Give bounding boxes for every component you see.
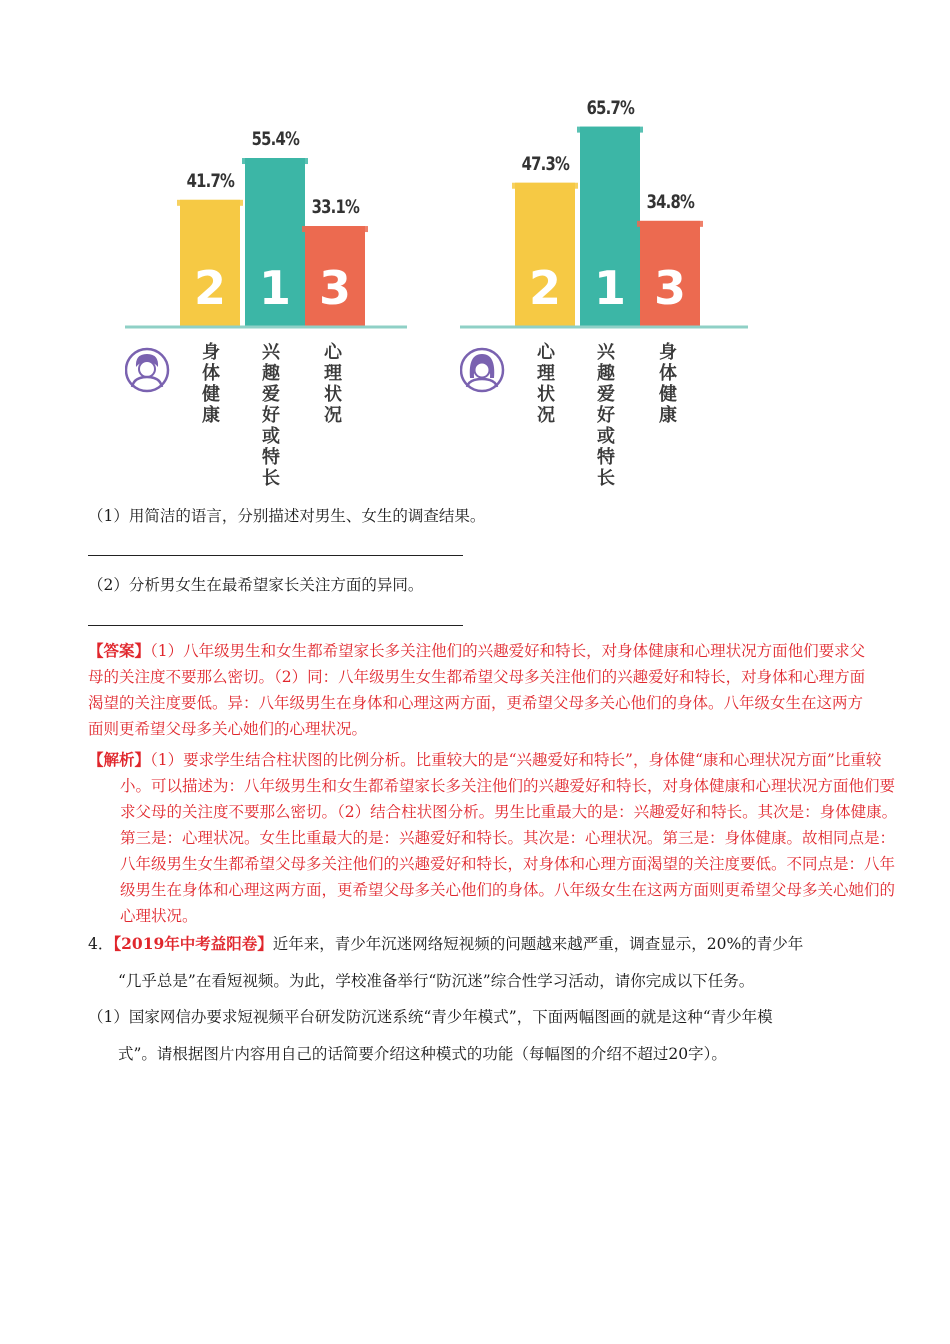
bar-cap-3 <box>637 221 703 227</box>
girl-avatar-icon <box>461 349 503 391</box>
bar-percent-label: 47.3% <box>521 152 570 175</box>
answer-blank-1[interactable] <box>88 555 463 556</box>
category-label: 兴趣爱好或特长 <box>262 342 280 489</box>
category-label: 心理状况 <box>537 342 555 426</box>
question-4-line-1 <box>88 931 803 957</box>
category-label: 身体健康 <box>659 342 677 426</box>
bar-cap-2 <box>242 158 308 164</box>
bar-rank-number: 1 <box>258 261 291 315</box>
bar-percent-label: 41.7% <box>186 169 235 192</box>
question-1: （1）用简洁的语言，分别描述对男生、女生的调查结果。 <box>88 507 486 525</box>
answer-block <box>88 638 868 742</box>
question-4-sub1-line-2: 式”。请根据图片内容用自己的话简要介绍这种模式的功能（每幅图的介绍不超过20字）。 <box>118 1045 727 1063</box>
bar-rank-number: 3 <box>653 261 686 315</box>
bar-percent-label: 65.7% <box>586 96 635 119</box>
bar-cap-3 <box>302 226 368 232</box>
bar-percent-label: 34.8% <box>646 190 695 213</box>
boys-bar-chart <box>125 120 425 490</box>
answer-text: （1）八年级男生和女生都希望家长多关注他们的兴趣爱好和特长，对身体健康和心理状况方面他们要求父母的关注度不要那么密切。（2）同：八年级男生女生都希望父母多关注他们的兴趣爱好和特长，对身体和心理方面渴望的关注度要低。异：八年级男生在身体和心理这两方面，更希望父母多关心他们的身体。八年级女生在这两方面则更希望父母多关心她们的心理状况。 <box>88 642 866 738</box>
question-4-line-2: “几乎总是”在看短视频。为此，学校准备举行“防沉迷”综合性学习活动，请你完成以下任务。 <box>118 972 755 990</box>
question-4-sub1-line-1: （1）国家网信办要求短视频平台研发防沉迷系统“青少年模式”，下面两幅图画的就是这种“青少年模 <box>88 1008 773 1026</box>
bar-rank-number: 1 <box>593 261 626 315</box>
bar-rank-number: 3 <box>318 261 351 315</box>
answer-blank-2[interactable] <box>88 625 463 626</box>
bar-rank-number: 2 <box>193 261 226 315</box>
question-2: （2）分析男女生在最希望家长关注方面的异同。 <box>88 576 424 594</box>
girls-bar-chart <box>460 96 760 490</box>
bar-cap-1 <box>177 200 243 206</box>
question-4-text-1: 近年来，青少年沉迷网络短视频的问题越来越严重，调查显示，20%的青少年 <box>272 935 804 953</box>
bar-rank-number: 2 <box>528 261 561 315</box>
bar-cap-2 <box>577 127 643 133</box>
analysis-block <box>88 747 900 929</box>
category-label: 心理状况 <box>324 342 342 426</box>
bar-cap-1 <box>512 183 578 189</box>
answer-tag: 【答案】 <box>88 641 151 660</box>
category-label: 兴趣爱好或特长 <box>597 342 615 489</box>
bar-percent-label: 33.1% <box>311 196 360 219</box>
analysis-tag: 【解析】 <box>88 750 151 769</box>
question-4-number: 4． <box>88 935 114 953</box>
question-4-source: 【2019年中考益阳卷】 <box>113 934 273 953</box>
boy-avatar-icon <box>126 349 168 391</box>
category-label: 身体健康 <box>202 342 220 426</box>
analysis-text: （1）要求学生结合柱状图的比例分析。比重较大的是“兴趣爱好和特长”，身体健“康和心理状况方面”比重较小。可以描述为：八年级男生和女生都希望家长多关注他们的兴趣爱好和特长，对身体健康和心理状况方面他们要求父母的关注度不要那么密切。（2）结合柱状图分析。男生比重最大的是：兴趣爱好和特长。其次是：身体健康。第三是：心理状况。女生比重最大的是：兴趣爱好和特长。其次是：心理状况。第三是：身体健康。故相同点是：八年级男生女生都希望父母多关注他们的兴趣爱好和特长，对身体和心理方面渴望的关注度要低。不同点是：八年级男生在身体和心理这两方面，更希望父母多关心他们的身体。八年级女生在这两方面则更希望父母多关心她们的心理状况。 <box>120 751 898 925</box>
bar-percent-label: 55.4% <box>251 128 300 151</box>
